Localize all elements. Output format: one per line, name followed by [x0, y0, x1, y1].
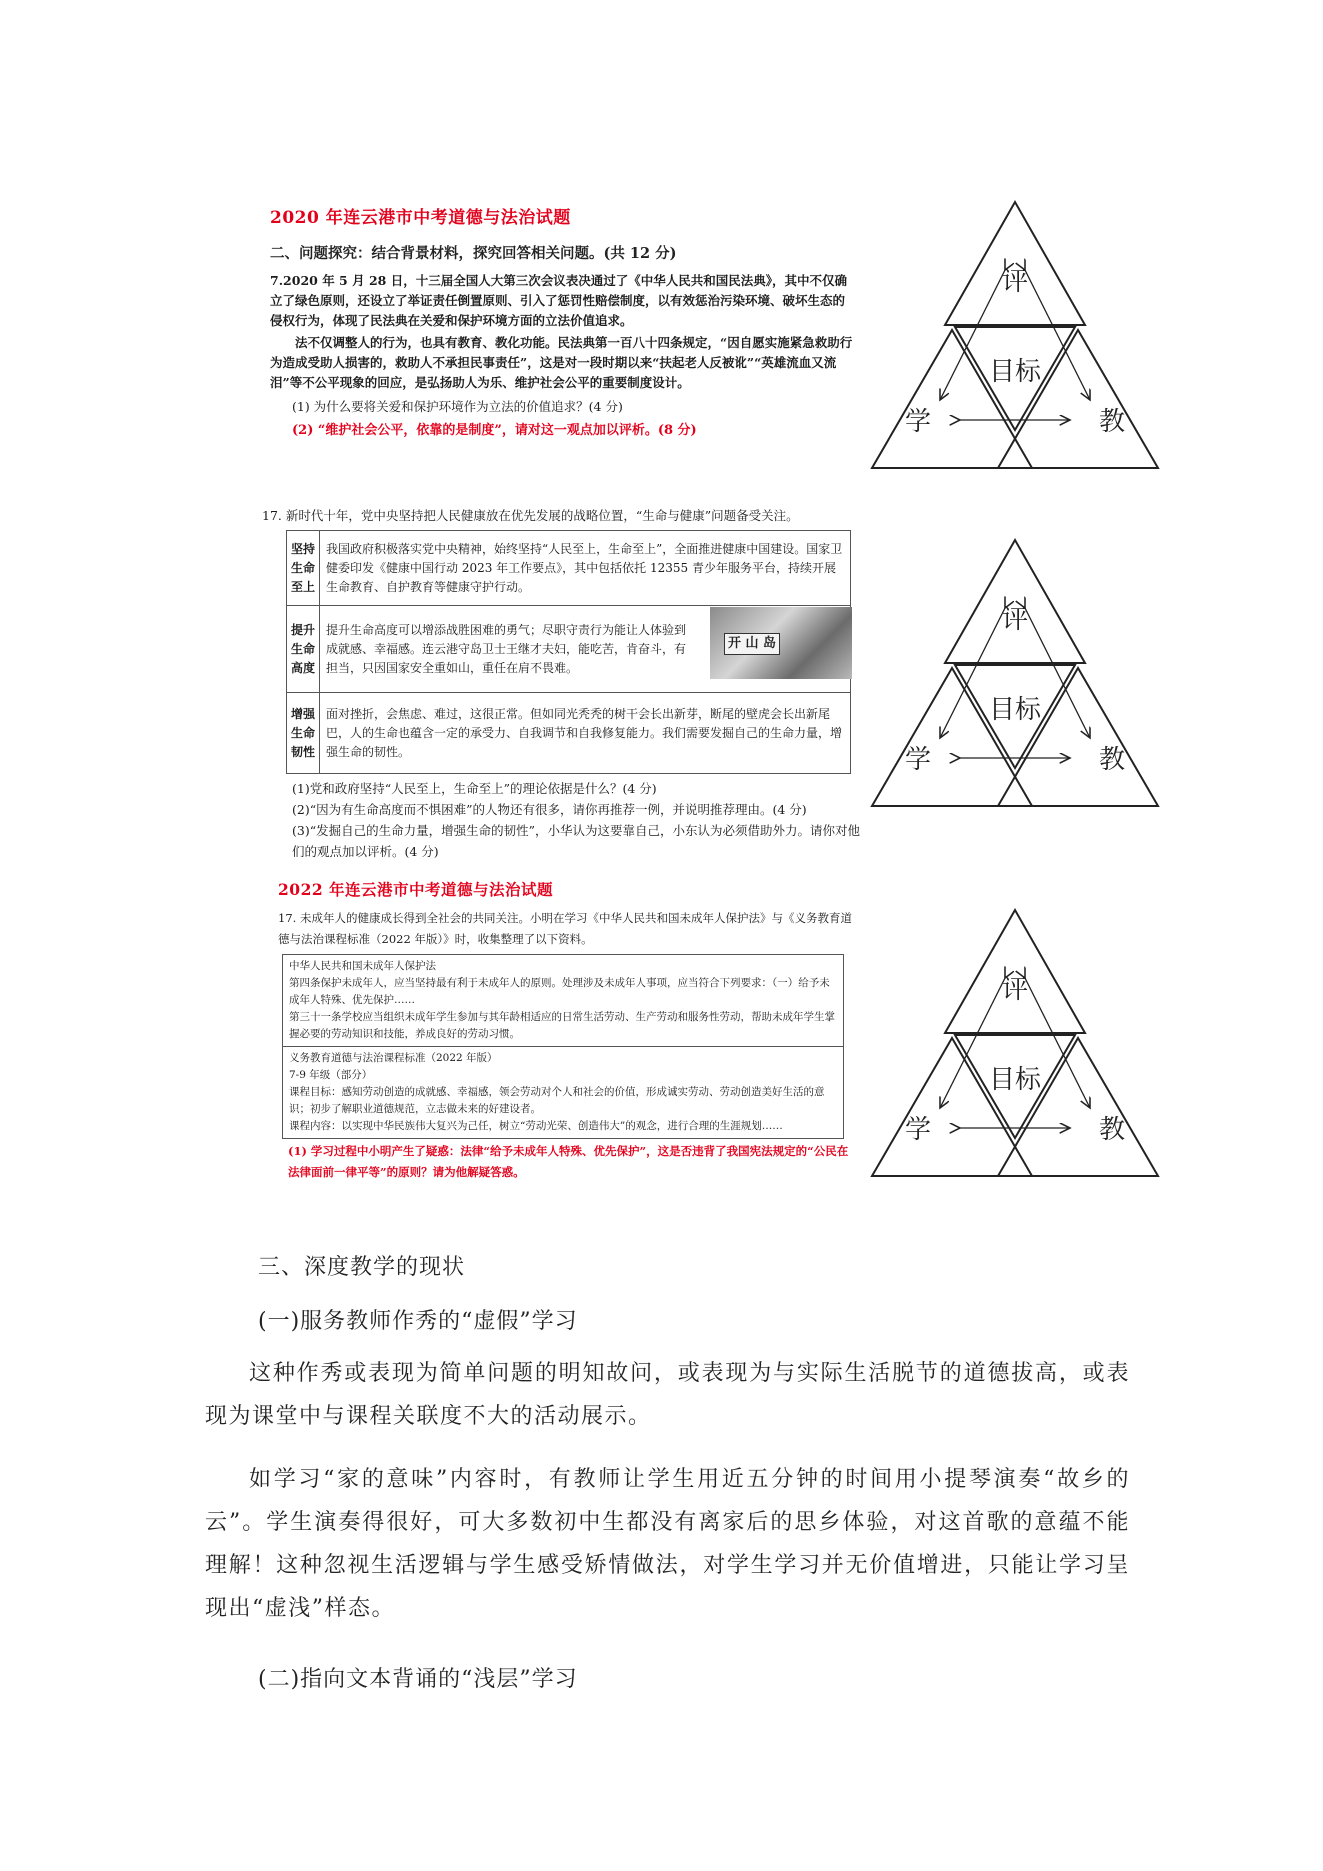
label-left: 学 — [904, 745, 932, 775]
subheading-3-1: (一)服务教师作秀的“虚假”学习 — [258, 1309, 578, 1334]
exam-2020-question-2: (2) “维护社会公平，依靠的是制度”，请对这一观点加以评析。(8 分) — [292, 423, 697, 438]
label-top: 评 — [1001, 605, 1029, 635]
label-left: 学 — [904, 407, 932, 437]
label-center: 目标 — [988, 1065, 1042, 1095]
triangle-diagram-1 — [870, 190, 1160, 490]
table-row — [287, 531, 851, 606]
triangle-right — [998, 1038, 1158, 1176]
exam-2020-section: 二、问题探究：结合背景材料，探究回答相关问题。(共 12 分) — [270, 245, 677, 262]
body-paragraph-1: 这种作秀或表现为简单问题的明知故问，或表现为与实际生活脱节的道德拔高，或表现为课堂中与课程关联度不大的活动展示。 — [205, 1361, 1130, 1429]
subheading-3-2: (二)指向文本背诵的“浅层”学习 — [258, 1667, 578, 1692]
label-right: 教 — [1098, 745, 1126, 775]
triangle-top — [945, 540, 1085, 663]
exam-2020-question-1: (1) 为什么要将关爱和保护环境作为立法的价值追求？(4 分) — [292, 399, 623, 414]
exam-2020-title: 2020 年连云港市中考道德与法治试题 — [270, 208, 571, 228]
kaishan-island-photo — [710, 607, 852, 679]
label-right: 教 — [1098, 1115, 1126, 1145]
label-center: 目标 — [988, 695, 1042, 725]
exam-health-questions — [262, 778, 862, 862]
triangle-left — [872, 1038, 1032, 1176]
triangle-left — [872, 330, 1032, 468]
triangle-right — [998, 668, 1158, 806]
exam-2022-question: (1) 学习过程中小明产生了疑惑：法律“给予未成年人特殊、优先保护”，这是否违背了我国宪法规定的“公民在法律面前一律平等”的原则？请为他解疑答惑。 — [288, 1144, 849, 1179]
exam-2022-intro: 17. 未成年人的健康成长得到全社会的共同关注。小明在学习《中华人民共和国未成年人保护法》与《义务教育道德与法治课程标准（2022 年版）》时，收集整理了以下资料。 — [278, 911, 852, 946]
row-label: 增强生命韧性 — [287, 693, 320, 774]
row-text: 我国政府积极落实党中央精神，始终坚持“人民至上，生命至上”，全面推进健康中国建设。国家卫健委印发《健康中国行动 2023 年工作要点》，其中包括依托 12355 青少年服务平台，持续开展生命教育、自护教育等健康守护行动。 — [320, 531, 851, 606]
label-left: 学 — [904, 1115, 932, 1145]
label-right: 教 — [1098, 407, 1126, 437]
triangle-right — [998, 330, 1158, 468]
row-label: 坚持生命至上 — [287, 531, 320, 606]
section-heading-3: 三、深度教学的现状 — [258, 1255, 466, 1280]
exam-health-excerpt — [262, 505, 862, 862]
exam-health-intro: 17. 新时代十年，党中央坚持把人民健康放在优先发展的战略位置，“生命与健康”问题备受关注。 — [262, 508, 799, 523]
exam-2020-paragraph-1: 7.2020 年 5 月 28 日，十三届全国人大第三次会议表决通过了《中华人民共和国民法典》，其中不仅确立了绿色原则，还设立了举证责任倒置原则、引入了惩罚性赔偿制度，以有效惩治污染环境、破坏生态的侵权行为，体现了民法典在关爱和保护环境方面的立法价值追求。 — [270, 273, 847, 328]
exam-2022-title: 2022 年连云港市中考道德与法治试题 — [278, 880, 554, 899]
table-row — [287, 693, 851, 774]
question: (1)党和政府坚持“人民至上，生命至上”的理论依据是什么？(4 分) — [292, 781, 657, 796]
question: (3)“发掘自己的生命力量，增强生命的韧性”，小华认为这要靠自己，小东认为必须借助外力。请你对他们的观点加以评析。(4 分) — [292, 823, 860, 859]
question: (2)“因为有生命高度而不惧困难”的人物还有很多，请你再推荐一例，并说明推荐理由。(4 分) — [292, 802, 807, 817]
row-text-content: 提升生命高度可以增添战胜困难的勇气；尽职守责行为能让人体验到成就感、幸福感。连云港守岛卫士王继才夫妇，能吃苦，肯奋斗，有担当，只因国家安全重如山，重任在肩不畏难。 — [326, 622, 687, 675]
exam-2022-excerpt — [278, 878, 858, 1183]
label-center: 目标 — [988, 357, 1042, 387]
label-top: 评 — [1001, 975, 1029, 1005]
triangle-top — [945, 202, 1085, 325]
row-label: 提升生命高度 — [287, 606, 320, 693]
photo-sign: 开 山 岛 — [724, 633, 780, 655]
label-top: 评 — [1001, 267, 1029, 297]
exam-2022-material-box — [282, 954, 844, 1139]
material-curriculum: 义务教育道德与法治课程标准（2022 年版） 7-9 年级（部分） 课程目标：感知劳动创造的成就感、幸福感，领会劳动对个人和社会的价值，形成诚实劳动、劳动创造美好生活的意识；初步了解职业道德规范，立志做未来的好建设者。 课程内容：以实现中华民族伟大复兴为己任，树立“劳动光荣、创造伟大”的观念，进行合理的生涯规划…… — [283, 1046, 843, 1138]
triangle-left — [872, 668, 1032, 806]
triangle-diagram-3 — [870, 898, 1160, 1198]
exam-2020-excerpt — [270, 203, 855, 441]
row-text: 面对挫折，会焦虑、难过，这很正常。但如同光秃秃的树干会长出新芽，断尾的壁虎会长出新尾巴，人的生命也蕴含一定的承受力、自我调节和自我修复能力。我们需要发掘自己的生命力量，增强生命的韧性。 — [320, 693, 851, 774]
triangle-top — [945, 910, 1085, 1033]
triangle-diagram-2 — [870, 528, 1160, 828]
material-law: 中华人民共和国未成年人保护法 第四条保护未成年人，应当坚持最有利于未成年人的原则。处理涉及未成年人事项，应当符合下列要求：（一）给予未成年人特殊、优先保护…… 第三十一条学校应当组织未成年学生参加与其年龄相适应的日常生活劳动、生产劳动和服务性劳动，帮助未成年学生掌握必要的劳动知识和技能，养成良好的劳动习惯。 — [289, 960, 835, 1040]
body-paragraph-2: 如学习“家的意味”内容时，有教师让学生用近五分钟的时间用小提琴演奏“故乡的云”。学生演奏得很好，可大多数初中生都没有离家后的思乡体验，对这首歌的意蕴不能理解！这种忽视生活逻辑与学生感受矫情做法，对学生学习并无价值增进，只能让学习呈现出“虚浅”样态。 — [205, 1467, 1130, 1621]
exam-2020-paragraph-2: 法不仅调整人的行为，也具有教育、教化功能。民法典第一百八十四条规定，“因自愿实施紧急救助行为造成受助人损害的，救助人不承担民事责任”，这是对一段时期以来“扶起老人反被讹”“英雄流血又流泪”等不公平现象的回应，是弘扬助人为乐、维护社会公平的重要制度设计。 — [270, 335, 853, 390]
